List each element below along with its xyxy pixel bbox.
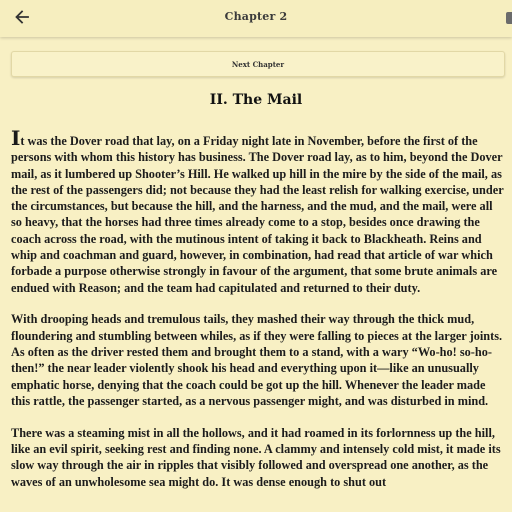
overflow-menu-icon[interactable]	[506, 12, 512, 24]
app-bar	[0, 0, 512, 37]
next-chapter-button[interactable]: Next Chapter	[11, 51, 505, 77]
chapter-title: Chapter 2	[224, 10, 288, 23]
paragraph: There was a steaming mist in all the hollows, and it had roamed in its forlornness up the hill, like an evil spirit, seeking rest and finding none. A clammy and intensely cold mist, it made its slow way through the air in ripples that visibly followed and overspread one another, as the waves of an unwholesome sea might do. It was dense enough to shut out	[11, 425, 501, 489]
chapter-text	[11, 126, 505, 505]
paragraph-text: t was the Dover road that lay, on a Friday night late in November, before the first of the persons with whom this history has business. The Dover road lay, as to him, beyond the Dover mail, as it lumbered up Shooter’s Hill. He walked up hill in the mire by the side of the mail, as the rest of the passengers did; not because they had the least relish for walking exercise, under the circumstances, but because the hill, and the harness, and the mud, and the mail, were all so heavy, that the horses had three times already come to a stop, besides once drawing the coach across the road, with the mutinous intent of taking it back to Blackheath. Reins and whip and coachman and guard, however, in combination, had read that article of war which forbade a purpose otherwise strongly in favour of the argument, that some brute animals are endued with Reason; and the team had capitulated and returned to their duty.	[11, 134, 504, 295]
drop-cap: I	[11, 126, 21, 150]
paragraph	[11, 126, 505, 296]
chapter-heading: II. The Mail	[209, 92, 303, 108]
paragraph: With drooping heads and tremulous tails, they mashed their way through the thick mud, floundering and stumbling between whiles, as if they were falling to pieces at the larger joints. As often as the driver rested them and brought them to a stand, with a wary “Wo-ho! so-ho-then!” the near leader violently shook his head and everything upon it—like an unusually emphatic horse, denying that the coach could be got up the hill. Whenever the leader made this rattle, the passenger started, as a nervous passenger might, and was disturbed in mind.	[11, 312, 503, 408]
